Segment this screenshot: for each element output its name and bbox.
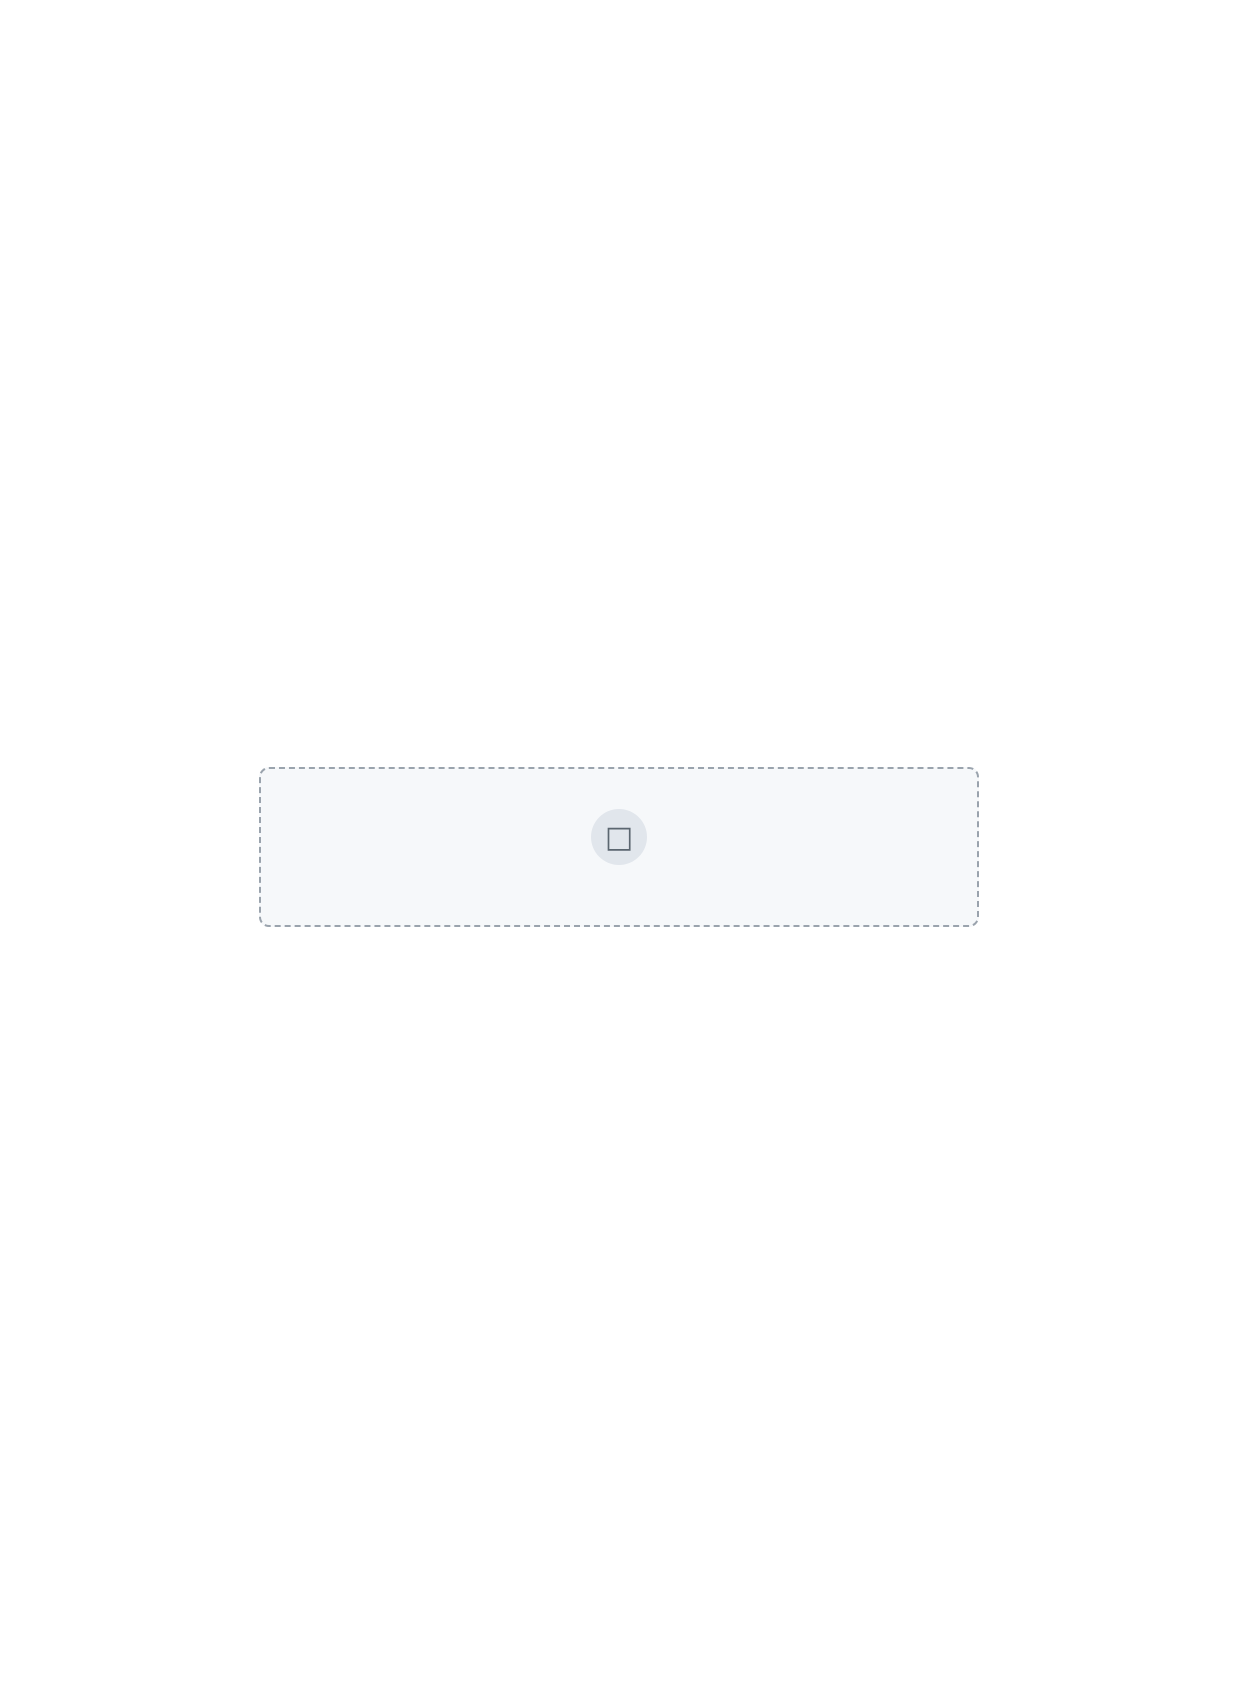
empty-placeholder xyxy=(259,767,979,927)
image-icon: □ xyxy=(591,809,647,865)
